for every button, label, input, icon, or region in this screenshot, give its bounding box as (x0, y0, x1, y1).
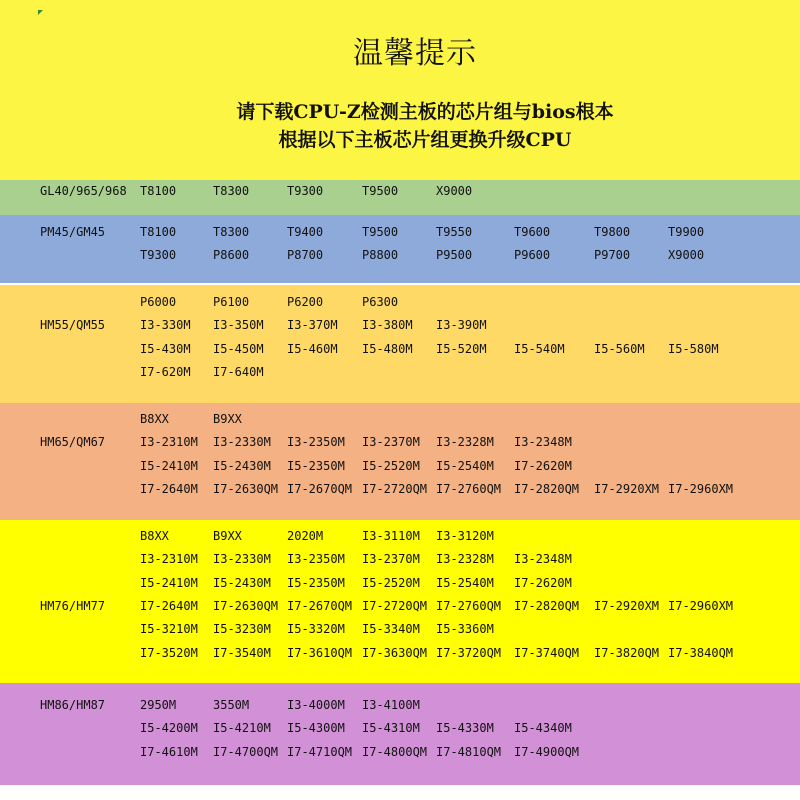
cpu-model: I3-3110M (362, 529, 420, 543)
cpu-model: I5-3340M (362, 622, 420, 637)
instruction-line-2: 根据以下主板芯片组更换升级CPU (278, 129, 572, 151)
cpu-model: I7-2820QM (514, 481, 580, 496)
cpu-model: I5-2350M (287, 458, 345, 473)
cpu-model: I7-3540M (213, 645, 271, 660)
cpu-model: I3-2370M (362, 552, 420, 567)
cpu-model: I3-380M (362, 318, 413, 333)
cpu-model: X9000 (436, 184, 473, 198)
cpu-model: I7-3630QM (362, 645, 428, 660)
chipset-band-hm86 (0, 683, 800, 785)
chipset-label: HM86/HM87 (40, 698, 106, 712)
cpu-model: I3-2310M (140, 552, 198, 567)
cpu-model: I7-2670QM (287, 481, 353, 496)
cpu-model: P9500 (436, 248, 473, 263)
cpu-model: I3-4100M (362, 698, 420, 712)
page-title: 温馨提示 (353, 36, 477, 71)
cpu-model: I7-2720QM (362, 598, 428, 613)
cpu-model: T8100 (140, 225, 177, 239)
cpu-model: I3-330M (140, 318, 191, 333)
chipset-label: PM45/GM45 (40, 225, 106, 239)
cpu-model: I5-2410M (140, 458, 198, 473)
cpu-model: I7-4900QM (514, 744, 580, 759)
cpu-model: P6100 (213, 295, 250, 309)
cpu-model: T9500 (362, 184, 399, 198)
cpu-model: I5-4310M (362, 721, 420, 736)
cpu-model: I3-370M (287, 318, 338, 333)
cpu-model: I5-3230M (213, 622, 271, 637)
cpu-model: I7-2640M (140, 598, 198, 613)
cpu-model: P8600 (213, 248, 250, 263)
cpu-model: I3-2328M (436, 552, 494, 567)
cpu-model: I5-4210M (213, 721, 271, 736)
cpu-model: I7-2640M (140, 481, 198, 496)
cpu-model: I3-2348M (514, 435, 572, 450)
cpu-model: I5-560M (594, 341, 645, 356)
chipset-label: GL40/965/968 (40, 184, 127, 198)
cpu-model: I7-2920XM (594, 598, 660, 613)
instruction-line-1: 请下载CPU-Z检测主板的芯片组与bios根本 (236, 101, 614, 123)
cpu-model: I5-430M (140, 341, 191, 356)
cpu-model: I5-540M (514, 341, 565, 356)
cpu-model: I3-3120M (436, 529, 494, 543)
cpu-model: I5-2410M (140, 575, 198, 590)
cpu-model: I3-4000M (287, 698, 345, 712)
cpu-model: I5-3360M (436, 622, 494, 637)
cpu-model: I3-2348M (514, 552, 572, 567)
cpu-model: I7-3720QM (436, 645, 502, 660)
chipset-band-gl40 (0, 180, 800, 215)
cpu-model: I7-4610M (140, 744, 198, 759)
cpu-model: P6200 (287, 295, 324, 309)
cpu-model: I7-4710QM (287, 744, 353, 759)
cpu-model: P9700 (594, 248, 631, 263)
cpu-model: P6000 (140, 295, 177, 309)
cpu-model: I3-2330M (213, 435, 271, 450)
chipset-label: HM55/QM55 (40, 318, 106, 332)
cpu-model: I3-2330M (213, 552, 271, 567)
cpu-model: I5-480M (362, 341, 413, 356)
cpu-model: T9600 (514, 225, 551, 239)
cpu-model: I5-2520M (362, 575, 420, 590)
cpu-model: T9300 (140, 248, 177, 263)
corner-marker-icon (38, 10, 43, 15)
cpu-model: T8300 (213, 184, 250, 198)
cpu-model: I7-3740QM (514, 645, 580, 660)
cpu-model: I3-2350M (287, 552, 345, 567)
cpu-model: B8XX (140, 412, 169, 426)
cpu-model: I7-3820QM (594, 645, 660, 660)
cpu-model: I3-350M (213, 318, 264, 333)
cpu-model: I5-2520M (362, 458, 420, 473)
cpu-model: I7-2960XM (668, 598, 734, 613)
cpu-model: I7-4700QM (213, 744, 279, 759)
cpu-model: I7-4800QM (362, 744, 428, 759)
cpu-model: I7-3520M (140, 645, 198, 660)
cpu-model: I7-2620M (514, 575, 572, 590)
cpu-model: I7-2760QM (436, 481, 502, 496)
cpu-model: I5-2540M (436, 458, 494, 473)
cpu-model: I5-2430M (213, 458, 271, 473)
cpu-model: I7-3610QM (287, 645, 353, 660)
cpu-model: I7-2720QM (362, 481, 428, 496)
cpu-model: I5-520M (436, 341, 487, 356)
cpu-model: I7-2960XM (668, 481, 734, 496)
cpu-model: I5-4200M (140, 721, 198, 736)
cpu-model: T8300 (213, 225, 250, 239)
cpu-model: I7-620M (140, 364, 191, 379)
cpu-model: I5-3320M (287, 622, 345, 637)
cpu-model: I5-2540M (436, 575, 494, 590)
cpu-model: I7-2760QM (436, 598, 502, 613)
cpu-model: I3-390M (436, 318, 487, 333)
cpu-model: I5-460M (287, 341, 338, 356)
cpu-model: I3-2328M (436, 435, 494, 450)
cpu-model: I5-4300M (287, 721, 345, 736)
cpu-model: X9000 (668, 248, 705, 263)
cpu-model: I5-450M (213, 341, 264, 356)
chipset-band-hm65 (0, 403, 800, 520)
chipset-band-hm76 (0, 520, 800, 683)
cpu-model: T9500 (362, 225, 399, 239)
cpu-model: P6300 (362, 295, 399, 309)
cpu-model: I3-2310M (140, 435, 198, 450)
cpu-model: I7-2920XM (594, 481, 660, 496)
cpu-model: I3-2350M (287, 435, 345, 450)
cpu-model: I7-2620M (514, 458, 572, 473)
chipset-label: HM65/QM67 (40, 435, 106, 449)
notice-header (0, 0, 800, 180)
cpu-model: P8700 (287, 248, 324, 263)
cpu-model: I7-2820QM (514, 598, 580, 613)
cpu-model: I7-640M (213, 364, 264, 379)
cpu-model: I5-2430M (213, 575, 271, 590)
cpu-model: T8100 (140, 184, 177, 198)
cpu-model: I5-4330M (436, 721, 494, 736)
cpu-model: I3-2370M (362, 435, 420, 450)
cpu-model: B8XX (140, 529, 169, 543)
cpu-model: I5-580M (668, 341, 719, 356)
cpu-model: P8800 (362, 248, 399, 263)
cpu-model: I7-2630QM (213, 598, 279, 613)
cpu-model: I7-2630QM (213, 481, 279, 496)
cpu-model: 2950M (140, 698, 177, 712)
cpu-model: T9550 (436, 225, 473, 239)
cpu-model: T9900 (668, 225, 705, 239)
cpu-model: I5-2350M (287, 575, 345, 590)
cpu-model: 2020M (287, 529, 324, 543)
chipset-band-pm45 (0, 215, 800, 283)
chipset-label: HM76/HM77 (40, 599, 106, 613)
cpu-model: I7-3840QM (668, 645, 734, 660)
cpu-model: B9XX (213, 412, 242, 426)
cpu-model: I5-3210M (140, 622, 198, 637)
cpu-model: I7-2670QM (287, 598, 353, 613)
cpu-model: T9300 (287, 184, 324, 198)
cpu-model: B9XX (213, 529, 242, 543)
cpu-model: T9400 (287, 225, 324, 239)
chipset-band-hm55 (0, 285, 800, 403)
cpu-model: 3550M (213, 698, 250, 712)
cpu-model: I5-4340M (514, 721, 572, 736)
cpu-model: P9600 (514, 248, 551, 263)
cpu-model: I7-4810QM (436, 744, 502, 759)
cpu-model: T9800 (594, 225, 631, 239)
